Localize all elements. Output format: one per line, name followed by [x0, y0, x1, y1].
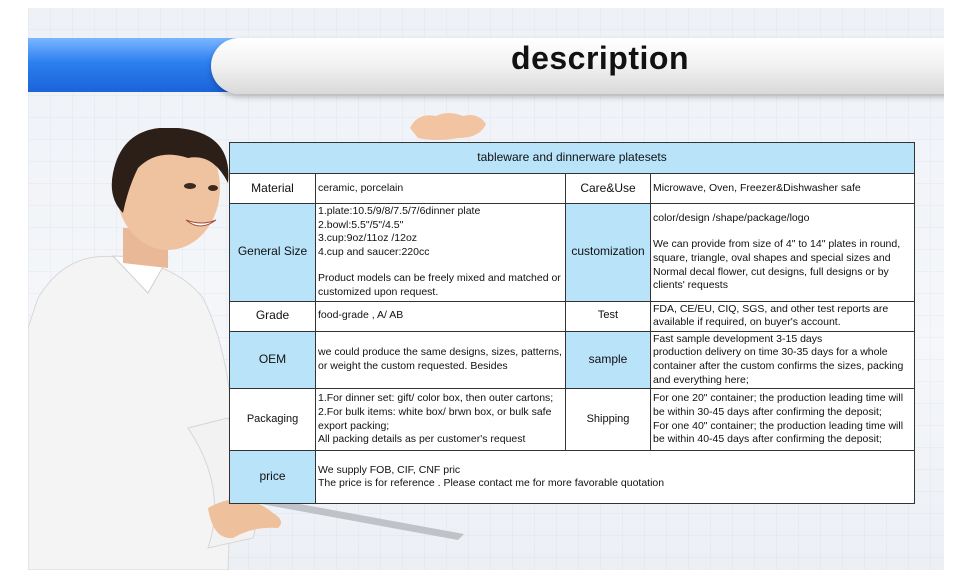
row-label: Grade [230, 301, 316, 331]
value-line: All packing details as per customer's request [318, 433, 526, 446]
value-line: Fast sample development 3-15 days [653, 332, 823, 345]
row-value [651, 389, 915, 451]
value-line: FDA, CE/EU, CIQ, SGS, and other test reports are available if required, on buyer's account. [653, 302, 889, 329]
value-line: color/design /shape/package/logo [653, 211, 810, 224]
value-line: Microwave, Oven, Freezer&Dishwasher safe [653, 181, 861, 194]
row-value [316, 331, 566, 388]
row-label: customization [566, 204, 651, 302]
spacer [653, 225, 912, 238]
row-value [651, 204, 915, 302]
row-value [651, 174, 915, 204]
value-line: Product models can be freely mixed and matched or customized upon request. [318, 272, 561, 298]
row-value [316, 389, 566, 451]
row-label: Care&Use [566, 174, 651, 204]
value-line: 1.For dinner set: gift/ color box, then outer cartons; [318, 392, 554, 405]
table-row [230, 174, 915, 204]
value-line: 1.plate:10.5/9/8/7.5/7/6dinner plate [318, 205, 481, 217]
table-header-row [230, 143, 915, 174]
row-value [316, 451, 915, 504]
value-line: For one 40" container; the production leading time will be within 40-45 days after confirming the deposit; [653, 419, 904, 446]
value-line: we could produce the same designs, sizes, patterns, or weight the custom requested. Besides [318, 346, 562, 372]
row-value [316, 301, 566, 331]
table-row [230, 331, 915, 388]
row-value [651, 301, 915, 331]
value-line: We can provide from size of 4" to 14" plates in round, square, triangle, oval shapes and special sizes and Normal decal flower, cut designs, full designs or by clients' requests [653, 238, 901, 292]
row-value [316, 204, 566, 302]
page-title: description [511, 40, 689, 76]
table-title: tableware and dinnerware platesets [230, 143, 915, 174]
value-line: We supply FOB, CIF, CNF pric [318, 463, 461, 476]
row-label: Material [230, 174, 316, 204]
value-line: The price is for reference . Please contact me for more favorable quotation [318, 477, 665, 490]
row-value [316, 174, 566, 204]
hand-holding-board [408, 108, 488, 144]
value-line: 3.cup:9oz/11oz /12oz [318, 232, 418, 245]
row-label: OEM [230, 331, 316, 388]
value-line: 2.For bulk items: white box/ brwn box, or bulk safe export packing; [318, 406, 552, 432]
row-value [651, 331, 915, 388]
row-label: Packaging [230, 389, 316, 451]
row-label: General Size [230, 204, 316, 302]
value-line: For one 20" container; the production leading time will be within 30-45 days after confirming the deposit; [653, 392, 904, 419]
value-line: ceramic, porcelain [318, 181, 404, 194]
table-row [230, 451, 915, 504]
row-label: Shipping [566, 389, 651, 451]
spec-table [229, 142, 915, 504]
row-label: price [230, 451, 316, 504]
value-line: production delivery on time 30-35 days for a whole container after the custom confirms the sizes, packing and everything here; [653, 346, 904, 386]
value-line: food-grade , A/ AB [318, 309, 404, 322]
table-row [230, 204, 915, 302]
table-row [230, 389, 915, 451]
row-label: sample [566, 331, 651, 388]
row-label: Test [566, 301, 651, 331]
value-line: 2.bowl:5.5"/5"/4.5" [318, 218, 404, 231]
spacer [318, 259, 563, 272]
table-row [230, 301, 915, 331]
value-line: 4.cup and saucer:220cc [318, 245, 430, 258]
